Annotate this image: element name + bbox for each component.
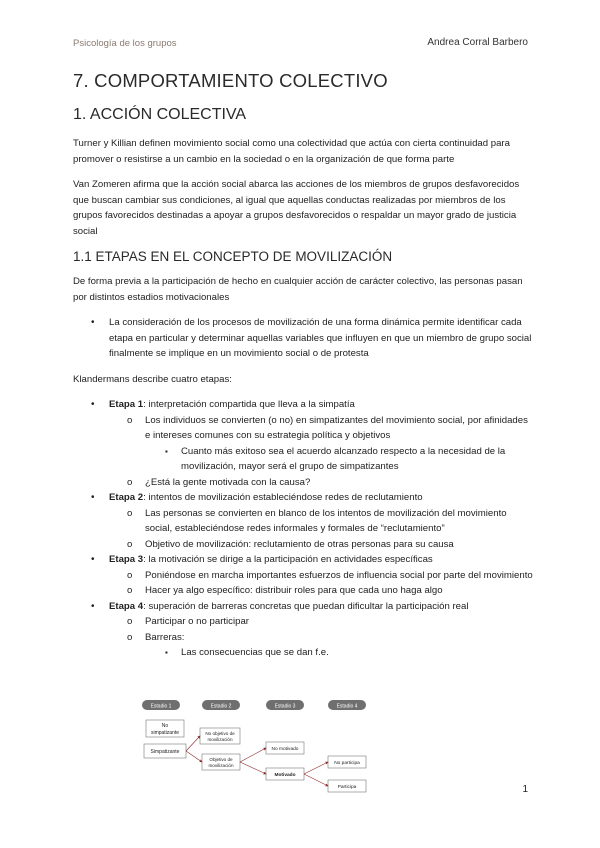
page-number: 1 bbox=[522, 784, 528, 795]
header-subject: Psicología de los grupos bbox=[73, 38, 177, 49]
paragraph-klandermans: Klandermans describe cuatro etapas: bbox=[73, 373, 232, 385]
paragraph-turner-killian: Turner y Killian definen movimiento social como una colectividad que actúa con cierta continuidad para promover o resistirse a un cambio en la sociedad o en la organización de que forma parte bbox=[73, 138, 510, 165]
arrow-to-no-objetivo bbox=[186, 736, 200, 751]
circle-bullet-icon: o bbox=[127, 616, 133, 627]
circle-bullet-icon: o bbox=[127, 538, 133, 550]
list-item-text: Hacer ya algo específico: distribuir roles para que cada uno haga algo bbox=[145, 585, 443, 596]
text-obj-2: movilización bbox=[208, 763, 234, 768]
list-item bbox=[73, 475, 533, 491]
mobilization-stages-diagram bbox=[140, 696, 372, 800]
circle-bullet-icon: o bbox=[127, 414, 133, 426]
circle-bullet-icon: o bbox=[127, 585, 133, 596]
list-item bbox=[73, 583, 533, 599]
stage-label: Etapa 1 bbox=[109, 399, 144, 410]
arrow-to-motivado bbox=[240, 762, 266, 774]
stage-label: Etapa 4 bbox=[109, 600, 144, 612]
list-item-stage-4 bbox=[73, 599, 533, 615]
arrow-to-objetivo bbox=[186, 751, 202, 762]
list-item-text: Participar o no participar bbox=[145, 616, 249, 627]
bullet-dot-icon: • bbox=[91, 399, 95, 410]
stage-label-3: Estadio 3 bbox=[274, 703, 296, 710]
section-heading-etapas: 1.1 ETAPAS EN EL CONCEPTO DE MOVILIZACIÓN bbox=[73, 249, 393, 264]
stage-label-4: Estadio 4 bbox=[336, 703, 358, 710]
stage-text: : superación de barreras concretas que puedan dificultar la participación real bbox=[143, 600, 469, 612]
list-item bbox=[73, 444, 533, 475]
circle-bullet-icon: o bbox=[127, 507, 133, 519]
stage-text: : intentos de movilización estableciéndose redes de reclutamiento bbox=[143, 492, 423, 503]
page-title: 7. COMPORTAMIENTO COLECTIVO bbox=[73, 70, 388, 91]
circle-bullet-icon: o bbox=[127, 476, 133, 488]
text-obj-1: Objetivo de bbox=[209, 757, 233, 762]
text-motivado: Motivado bbox=[274, 773, 296, 778]
text-no-motivado: No motivado bbox=[271, 747, 299, 752]
list-item-text: Cuanto más exitoso sea el acuerdo alcanzado respecto a la necesidad de la movilización, mayor será el grupo de simpatizantes bbox=[181, 445, 506, 472]
section-heading-accion-colectiva: 1. ACCIÓN COLECTIVA bbox=[73, 106, 247, 123]
main-content bbox=[73, 70, 533, 661]
text-no-obj-1: No objetivo de bbox=[205, 731, 235, 736]
bullet-dot-icon: • bbox=[91, 600, 95, 612]
stages-list bbox=[73, 397, 533, 661]
circle-bullet-icon: o bbox=[127, 569, 133, 581]
list-item-stage-2 bbox=[73, 490, 533, 506]
text-simpatizante: Simpatizante bbox=[150, 749, 180, 755]
list-item bbox=[73, 568, 533, 584]
bullet-dot-icon: • bbox=[91, 492, 95, 503]
stage-label-1: Estadio 1 bbox=[150, 703, 172, 710]
list-item bbox=[73, 537, 533, 553]
list-item-text: Objetivo de movilización: reclutamiento de otras personas para su causa bbox=[145, 538, 454, 550]
stage-label-2: Estadio 2 bbox=[210, 703, 232, 710]
list-item-text: Los individuos se convierten (o no) en simpatizantes del movimiento social, por afinidades e intereses comunes con su estrategia política y objetivos bbox=[145, 414, 528, 441]
list-item bbox=[73, 645, 533, 661]
stage-text: : interpretación compartida que lleva a la simpatía bbox=[143, 399, 355, 410]
paragraph-van-zomeren: Van Zomeren afirma que la acción social abarca las acciones de los miembros de grupos desfavorecidos que buscan cambiar sus condiciones, al igual que aquellas conductas realizadas por miembros de los grupos favorecidos destinadas a apoyar a grupos desfavorecidos o respaldar un mayor grado de justicia social bbox=[73, 179, 520, 237]
text-no-participa: No participa bbox=[334, 761, 360, 766]
arrow-to-participa bbox=[304, 774, 328, 786]
bullet-dot-icon: • bbox=[91, 554, 95, 565]
header-author: Andrea Corral Barbero bbox=[427, 37, 528, 48]
text-participa: Participa bbox=[337, 785, 357, 790]
square-bullet-icon: ▪ bbox=[165, 446, 168, 456]
stage-label: Etapa 3 bbox=[109, 554, 144, 565]
list-item-text: Las consecuencias que se dan f.e. bbox=[181, 647, 329, 658]
list-item bbox=[73, 630, 533, 646]
list-item-text: Poniéndose en marcha importantes esfuerzos de influencia social por parte del movimiento bbox=[145, 569, 533, 581]
list-item bbox=[73, 506, 533, 537]
paragraph-forma-previa: De forma previa a la participación de hecho en cualquier acción de carácter colectivo, las personas pasan por distintos estadios motivacionales bbox=[73, 276, 523, 303]
stage-label: Etapa 2 bbox=[109, 492, 144, 503]
bullet-procesos-movilizacion: • La consideración de los procesos de movilización de una forma dinámica permite identificar cada etapa en particular y determinar aquellas variables que influyen en que un miembro de grupo social finalmente se implique en un movimiento social o de protesta bbox=[73, 315, 533, 362]
square-bullet-icon: ▪ bbox=[165, 648, 168, 657]
text-no-obj-2: movilización bbox=[207, 737, 233, 742]
circle-bullet-icon: o bbox=[127, 631, 133, 643]
arrow-to-no-participa bbox=[304, 762, 328, 774]
arrow-to-no-motivado bbox=[240, 748, 266, 762]
list-item-stage-3 bbox=[73, 552, 533, 568]
list-item bbox=[73, 413, 533, 444]
list-item-text: Barreras: bbox=[145, 631, 185, 643]
text-no-simp-2: simpatizante bbox=[150, 730, 180, 736]
list-item bbox=[73, 614, 533, 630]
list-item-text: ¿Está la gente motivada con la causa? bbox=[145, 476, 311, 488]
list-item-stage-1 bbox=[73, 397, 533, 413]
text-no-simp-1: No bbox=[161, 723, 169, 729]
list-item-text: Las personas se convierten en blanco de los intentos de movilización del movimiento social, estableciéndose redes informales y formales de “reclutamiento” bbox=[145, 507, 507, 534]
stage-text: : la motivación se dirige a la participación en actividades específicas bbox=[143, 554, 433, 565]
